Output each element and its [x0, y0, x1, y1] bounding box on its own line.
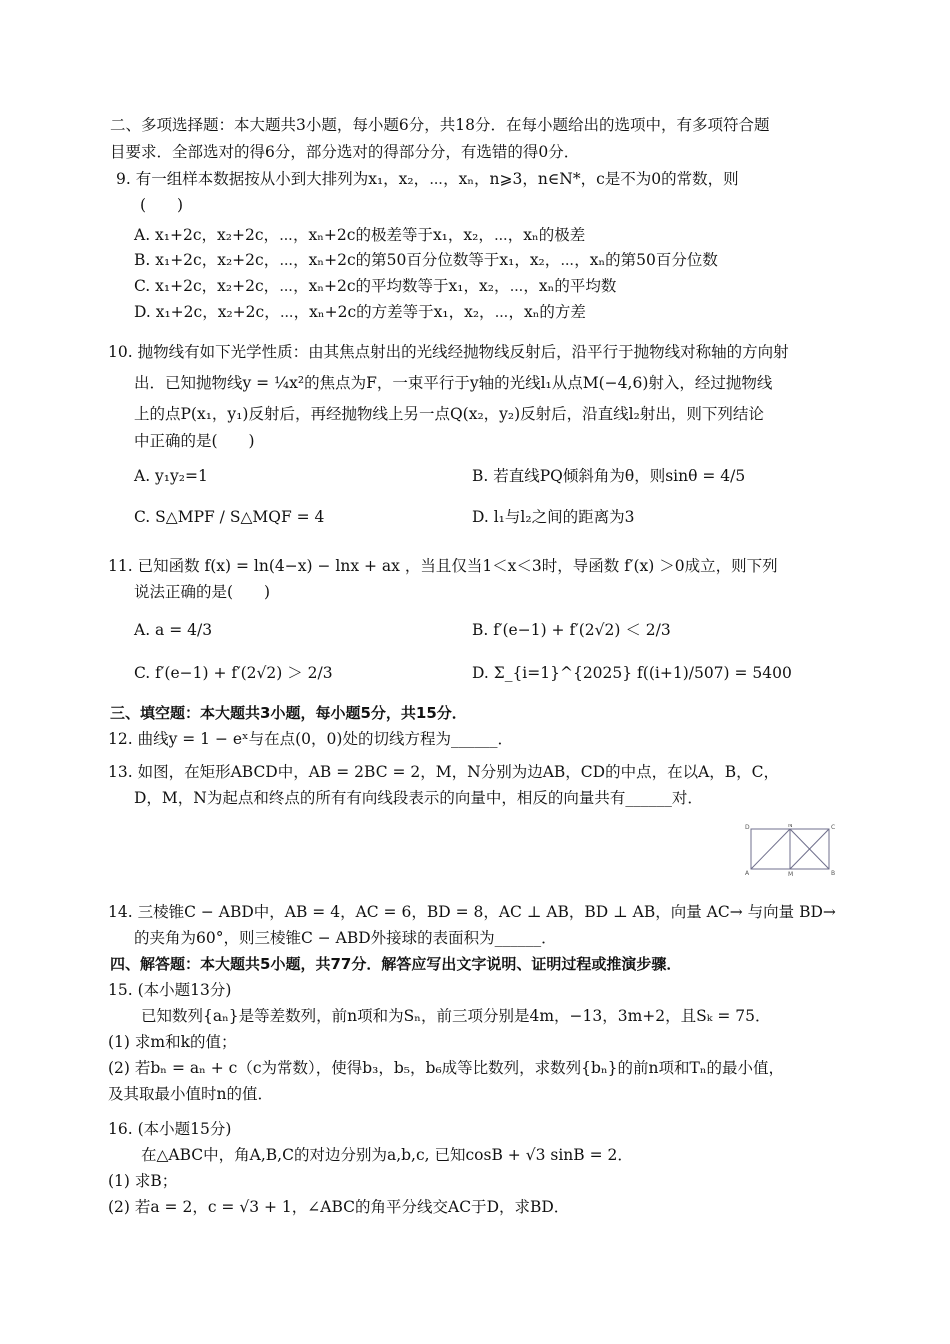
q11-option-a[interactable]: A. a = 4/3 [134, 621, 213, 639]
section2-header-line2: 目要求．全部选对的得6分，部分选对的得部分分，有选错的得0分． [110, 143, 580, 161]
q16-line1: 在△ABC中，角A,B,C的对边分别为a,b,c, 已知cosB + √3 sinB = 2． [141, 1146, 633, 1164]
fig-label-a: A [745, 870, 750, 876]
q10-stem-line3: 上的点P(x₁，y₁)反射后，再经抛物线上另一点Q(x₂，y₂)反射后，沿直线l₂射出，则下列结论 [134, 405, 764, 423]
q9-option-b[interactable]: B. x₁+2c，x₂+2c，⋯，xₙ+2c的第50百分位数等于x₁，x₂，⋯，xₙ的第50百分位数 [134, 251, 718, 269]
q10-stem-line2: 出．已知抛物线y = ¼x²的焦点为F，一束平行于y轴的光线l₁从点M(−4,6)射入，经过抛物线 [134, 374, 773, 392]
q15-part1: (1) 求m和k的值； [108, 1033, 237, 1051]
section4-header: 四、解答题：本大题共5小题，共77分．解答应写出文字说明、证明过程或推演步骤． [110, 955, 682, 973]
fig-label-c: C [831, 824, 836, 831]
q10-option-b[interactable]: B. 若直线PQ倾斜角为θ，则sinθ = 4/5 [472, 467, 746, 485]
q12-stem: 12. 曲线y = 1 − eˣ与在点(0，0)处的切线方程为______． [108, 730, 513, 748]
q10-stem-line1: 10. 抛物线有如下光学性质：由其焦点射出的光线经抛物线反射后，沿平行于抛物线对称轴的方向射 [108, 343, 789, 361]
fig-label-d: D [745, 824, 750, 831]
q10-option-c[interactable]: C. S△MPF / S△MQF = 4 [134, 508, 325, 526]
section2-header-line1: 二、多项选择题：本大题共3小题，每小题6分，共18分．在每小题给出的选项中，有多项符合题 [110, 116, 770, 134]
q14-stem-line1: 14. 三棱锥C − ABD中，AB = 4，AC = 6，BD = 8，AC ⊥ AB，BD ⊥ AB，向量 AC→ 与向量 BD→ [108, 903, 836, 921]
q15-part2: (2) 若bₙ = aₙ + c（c为常数），使得b₃，b₅，b₆成等比数列，求数列{bₙ}的前n项和Tₙ的最小值， [108, 1059, 785, 1077]
q15-part2-cont: 及其取最小值时n的值． [108, 1085, 273, 1103]
q11-option-b[interactable]: B. f′(e−1) + f′(2√2) ＜ 2/3 [472, 621, 671, 639]
q10-option-d[interactable]: D. l₁与l₂之间的距离为3 [472, 508, 635, 526]
fig-label-b: B [831, 870, 836, 876]
q9-option-c[interactable]: C. x₁+2c，x₂+2c，⋯，xₙ+2c的平均数等于x₁，x₂，⋯，xₙ的平均数 [134, 277, 617, 295]
q15-title: 15. (本小题13分) [108, 981, 232, 999]
segment-an [751, 829, 790, 869]
q16-part2: (2) 若a = 2，c = √3 + 1，∠ABC的角平分线交AC于D，求BD． [108, 1198, 570, 1216]
q15-line1: 已知数列{aₙ}是等差数列，前n项和为Sₙ，前三项分别是4m，−13，3m+2，且Sₖ = 75． [141, 1007, 771, 1025]
q16-part1: (1) 求B； [108, 1172, 178, 1190]
q9-stem: 9. 有一组样本数据按从小到大排列为x₁，x₂，⋯，xₙ，n⩾3，n∈N*，c是不为0的常数，则 [116, 170, 739, 188]
q10-option-a[interactable]: A. y₁y₂=1 [134, 467, 208, 485]
fig-label-n: N [788, 824, 793, 829]
q13-rectangle-figure [745, 824, 837, 876]
section3-header: 三、填空题：本大题共3小题，每小题5分，共15分． [110, 704, 467, 722]
q16-title: 16. (本小题15分) [108, 1120, 232, 1138]
q11-stem-line2: 说法正确的是( ) [134, 583, 271, 601]
q11-stem-line1: 11. 已知函数 f(x) = ln(4−x) − lnx + ax ，当且仅当1＜x＜3时，导函数 f′(x) ＞0成立，则下列 [108, 557, 778, 575]
q13-stem-line2: D，M，N为起点和终点的所有有向线段表示的向量中，相反的向量共有______对． [134, 789, 703, 807]
q9-answer-bracket: ( ) [140, 196, 184, 214]
q14-stem-line2: 的夹角为60°，则三棱锥C − ABD外接球的表面积为______． [134, 929, 557, 947]
fig-label-m: M [788, 871, 794, 876]
q11-option-c[interactable]: C. f′(e−1) + f′(2√2) ＞ 2/3 [134, 664, 333, 682]
q11-option-d[interactable]: D. Σ_{i=1}^{2025} f((i+1)/507) = 5400 [472, 664, 792, 682]
q9-option-d[interactable]: D. x₁+2c，x₂+2c，⋯，xₙ+2c的方差等于x₁，x₂，⋯，xₙ的方差 [134, 303, 586, 321]
q9-option-a[interactable]: A. x₁+2c，x₂+2c，⋯，xₙ+2c的极差等于x₁，x₂，⋯，xₙ的极差 [134, 226, 586, 244]
q13-stem-line1: 13. 如图，在矩形ABCD中，AB = 2BC = 2，M，N分别为边AB，CD的中点，在以A，B，C， [108, 763, 780, 781]
q10-stem-line4: 中正确的是( ) [134, 432, 255, 450]
